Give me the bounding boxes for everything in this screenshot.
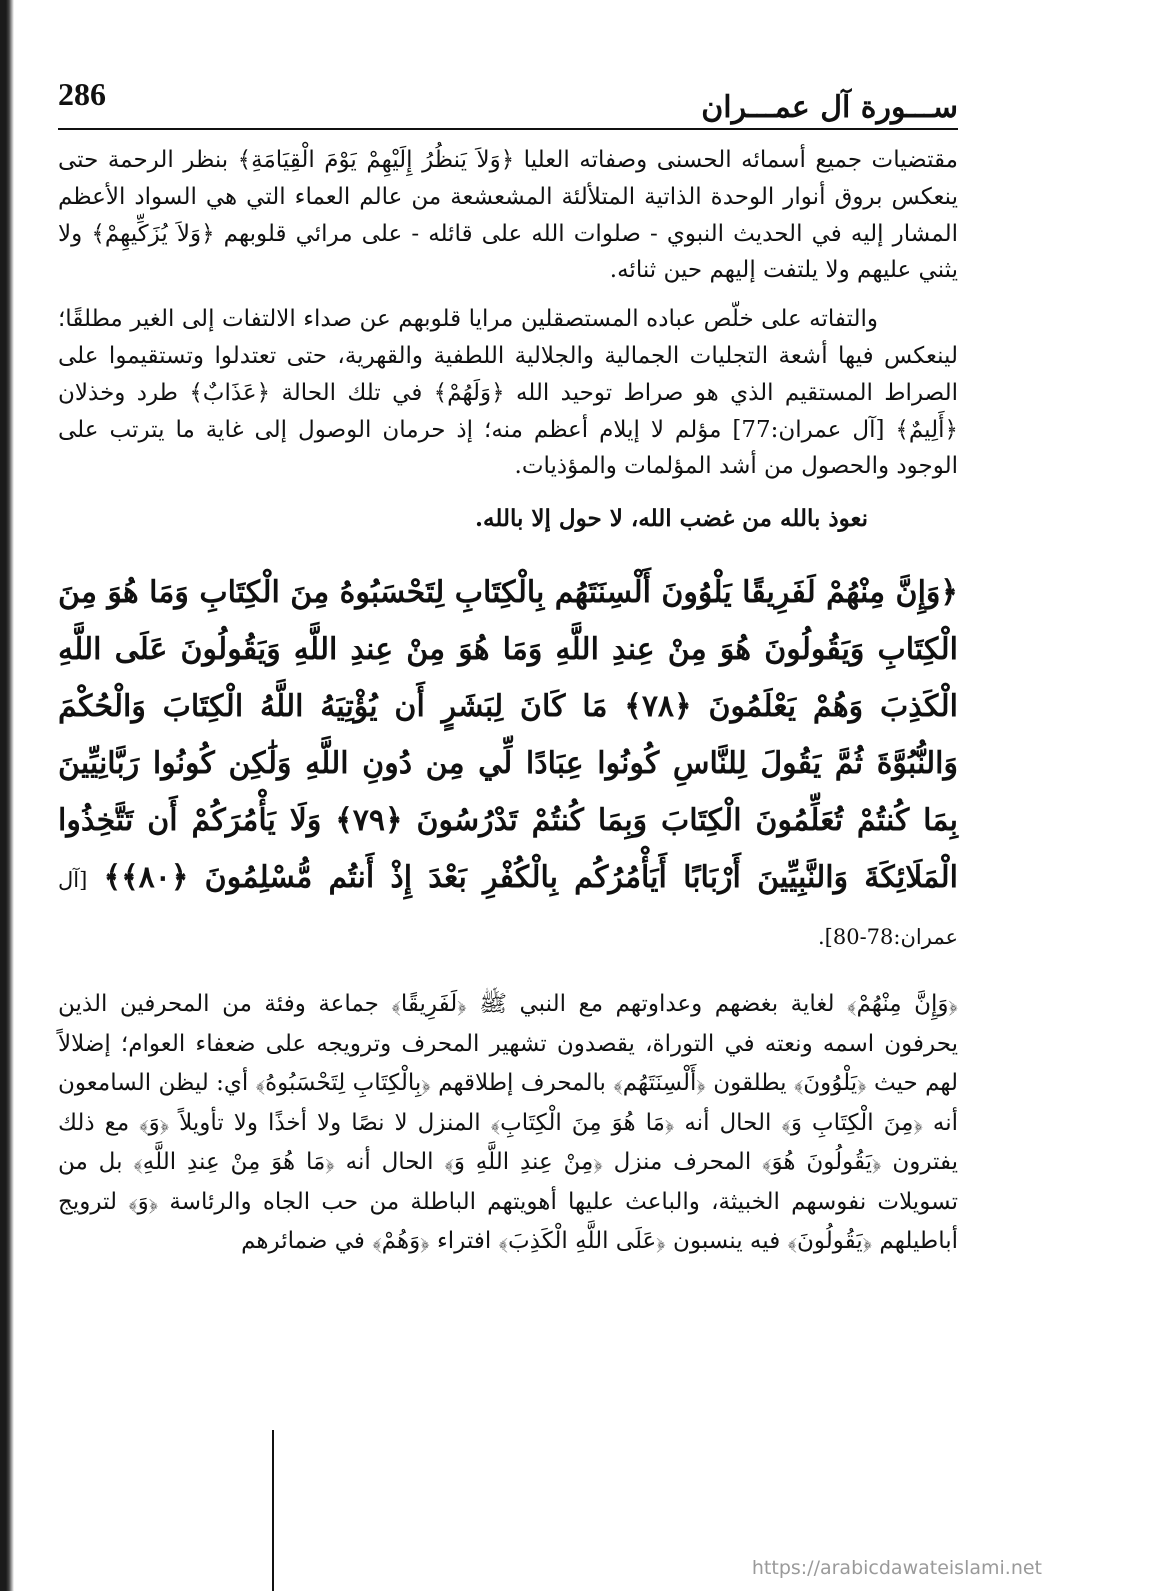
surah-title: ســـورة آل عمـــران	[701, 90, 958, 125]
quran-verses-text: ﴿وَإِنَّ مِنْهُمْ لَفَرِيقًا يَلْوُونَ أَلْسِنَتَهُم بِالْكِتَابِ لِتَحْسَبُوهُ مِنَ الْكِتَابِ وَمَا هُوَ مِنَ الْكِتَابِ وَيَقُولُونَ هُوَ مِنْ عِندِ اللَّهِ وَمَا هُوَ مِنْ عِندِ اللَّهِ وَيَقُولُونَ عَلَى اللَّهِ الْكَذِبَ وَهُمْ يَعْلَمُونَ ﴿٧٨﴾ مَا كَانَ لِبَشَرٍ أَن يُؤْتِيَهُ اللَّهُ الْكِتَابَ وَالْحُكْمَ وَالنُّبُوَّةَ ثُمَّ يَقُولَ لِلنَّاسِ كُونُوا عِبَادًا لِّي مِن دُونِ اللَّهِ وَلَٰكِن كُونُوا رَبَّانِيِّينَ بِمَا كُنتُمْ تُعَلِّمُونَ الْكِتَابَ وَبِمَا كُنتُمْ تَدْرُسُونَ ﴿٧٩﴾ وَلَا يَأْمُرَكُمْ أَن تَتَّخِذُوا الْمَلَائِكَةَ وَالنَّبِيِّينَ أَرْبَابًا أَيَأْمُرُكُم بِالْكُفْرِ بَعْدَ إِذْ أَنتُم مُّسْلِمُونَ ﴿٨٠﴾﴾	[58, 574, 959, 895]
page-number: 286	[58, 76, 106, 112]
scan-edge-shadow	[0, 0, 14, 1591]
quran-reference: [آل عمران:78-80].	[58, 867, 958, 949]
scan-vertical-mark	[272, 1430, 274, 1591]
dua-line: نعوذ بالله من غضب الله، لا حول إلا بالله.	[475, 505, 868, 533]
book-page	[58, 70, 958, 1262]
quran-verses-block	[58, 564, 958, 963]
watermark-url: https://arabicdawateislami.net	[751, 1557, 1042, 1579]
paragraph-2: والتفاته على خلّص عباده المستصقلين مرايا قلوبهم عن صداء الالتفات إلى الغير مطلقًا؛ لينعكس فيها أشعة التجليات الجمالية والجلالية اللطفية والقهرية، حتى تعتدلوا وتستقيموا على الصراط المستقيم الذي هو صراط توحيد الله ﴿وَلَهُمْ﴾ في تلك الحالة ﴿عَذَابٌ﴾ طرد وخذلان ﴿أَلِيمٌ﴾ [آل عمران:77] مؤلم لا إيلام أعظم منه؛ إذ حرمان الوصول إلى غاية ما يترتب على الوجود والحصول من أشد المؤلمات والمؤذيات.	[58, 306, 958, 480]
paragraph-1: مقتضيات جميع أسمائه الحسنى وصفاته العليا ﴿وَلاَ يَنظُرُ إِلَيْهِمْ يَوْمَ الْقِيَامَةِ﴾ بنظر الرحمة حتى ينعكس بروق أنوار الوحدة الذاتية المتلألئة المشعشعة من عالم العماء التي هي السواد الأعظم المشار إليه في الحديث النبوي - صلوات الله على قائله - على مرائي قلوبهم ﴿وَلاَ يُزَكِّيهِمْ﴾ ولا يثني عليهم ولا يلتفت إليهم حين ثنائه.	[58, 147, 958, 284]
tafsir-paragraph: ﴿وَإِنَّ مِنْهُمْ﴾ لغاية بغضهم وعداوتهم مع النبي ﷺ ﴿لَفَرِيقًا﴾ جماعة وفئة من المحرفين الذين يحرفون اسمه ونعته في التوراة، يقصدون تشهير المحرف وترويجه على ضعفاء العوام؛ إضلالاً لهم حيث ﴿يَلْوُونَ﴾ يطلقون ﴿أَلْسِنَتَهُم﴾ بالمحرف إطلاقهم ﴿بِالْكِتَابِ لِتَحْسَبُوهُ﴾ أي: ليظن السامعون أنه ﴿مِنَ الْكِتَابِ وَ﴾ الحال أنه ﴿مَا هُوَ مِنَ الْكِتَابِ﴾ المنزل لا نصًا ولا أخذًا ولا تأويلاً ﴿وَ﴾ مع ذلك يفترون ﴿يَقُولُونَ هُوَ﴾ المحرف منزل ﴿مِنْ عِندِ اللَّهِ وَ﴾ الحال أنه ﴿مَا هُوَ مِنْ عِندِ اللَّهِ﴾ بل من تسويلات نفوسهم الخبيثة، والباعث عليها أهويتهم الباطلة من حب الجاه والرئاسة ﴿وَ﴾ لترويج أباطيلهم ﴿يَقُولُونَ﴾ فيه ينسبون ﴿عَلَى اللَّهِ الْكَذِبَ﴾ افتراء ﴿وَهُمْ﴾ في ضمائرهم	[58, 990, 958, 1255]
page-header	[58, 70, 958, 130]
